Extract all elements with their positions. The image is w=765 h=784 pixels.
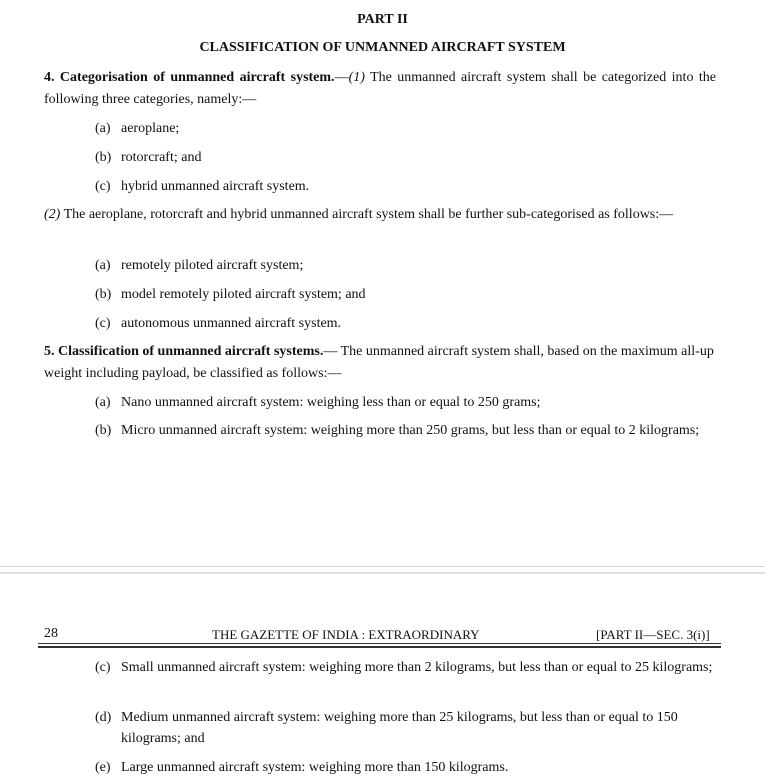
page-break-line — [0, 566, 765, 567]
header-rule — [38, 643, 721, 644]
section-5-title: 5. Classification of unmanned aircraft systems. — [44, 344, 324, 359]
section-5-para: 5. Classification of unmanned aircraft systems.— The unmanned aircraft system shall, based on the maximum all-up weight including payload, be classified as follows:— — [44, 344, 714, 381]
list-item: (c) hybrid unmanned aircraft system. — [95, 179, 310, 194]
page-number: 28 — [44, 626, 58, 641]
list-item: (e) Large unmanned aircraft system: weighing more than 150 kilograms. — [95, 760, 509, 775]
list-item: (a) remotely piloted aircraft system; — [95, 258, 304, 273]
list-item: (c) autonomous unmanned aircraft system. — [95, 316, 342, 331]
list-item: (a) aeroplane; — [95, 121, 180, 136]
list-item: (a) Nano unmanned aircraft system: weighing less than or equal to 250 grams; — [95, 395, 541, 410]
page-break-line — [0, 572, 765, 574]
section-4-title: 4. Categorisation of unmanned aircraft system. — [44, 70, 335, 85]
section-4-para: 4. Categorisation of unmanned aircraft system.—(1) The unmanned aircraft system shall be categorized into the following three categories, namely:— — [44, 70, 716, 107]
list-item: (b) model remotely piloted aircraft system; and — [95, 287, 366, 302]
gazette-title: THE GAZETTE OF INDIA : EXTRAORDINARY — [212, 627, 480, 642]
list-item: (c) Small unmanned aircraft system: weighing more than 2 kilograms, but less than or equal to 25 kilograms; — [95, 660, 713, 675]
list-item: (b) rotorcraft; and — [95, 150, 202, 165]
part-title: PART II — [357, 12, 408, 27]
section-ref: [PART II—SEC. 3(i)] — [596, 627, 710, 642]
header-rule — [38, 646, 721, 648]
list-item: (b) Micro unmanned aircraft system: weighing more than 250 grams, but less than or equal to 2 kilograms; — [95, 423, 700, 438]
section-4-sub2: (2) The aeroplane, rotorcraft and hybrid unmanned aircraft system shall be further sub-categorised as follows:— — [44, 207, 674, 222]
section-heading: CLASSIFICATION OF UNMANNED AIRCRAFT SYSTEM — [199, 40, 566, 55]
list-item: (d) Medium unmanned aircraft system: weighing more than 25 kilograms, but less than or equal to 150 kilograms; and — [95, 710, 678, 746]
